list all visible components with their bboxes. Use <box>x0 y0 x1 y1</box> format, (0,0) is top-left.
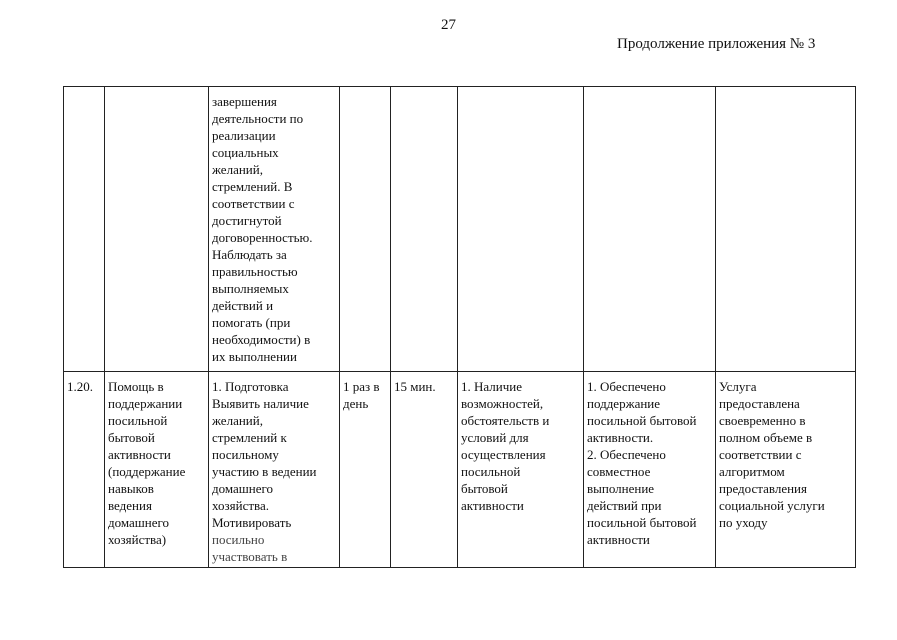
cell-result <box>584 372 716 568</box>
text-line: домашнего <box>108 515 170 530</box>
cell-duration <box>391 87 458 372</box>
text-line: выполнение <box>587 481 655 496</box>
cell-number <box>64 372 105 568</box>
text-line: по уходу <box>719 515 768 530</box>
text-line: Услуга <box>719 379 757 394</box>
text-line: 1 раз в <box>343 379 380 394</box>
text-line: посильной бытовой <box>587 515 697 530</box>
text-line: посильно <box>212 532 265 547</box>
text-line: навыков <box>108 481 154 496</box>
text-line: участию в ведении <box>212 464 317 479</box>
text-line: стремлений к <box>212 430 287 445</box>
text-line: алгоритмом <box>719 464 785 479</box>
text-line: желаний, <box>212 162 263 177</box>
text-line: соответствии с <box>212 196 295 211</box>
text-line: полном объеме в <box>719 430 813 445</box>
text-line: предоставлена <box>719 396 800 411</box>
text-line: осуществления <box>461 447 546 462</box>
text-line: их выполнении <box>212 349 297 364</box>
cell-description <box>209 372 340 568</box>
text-line: реализации <box>212 128 276 143</box>
text-line: стремлений. В <box>212 179 293 194</box>
text-line: хозяйства. <box>212 498 270 513</box>
text-line: соответствии с <box>719 447 802 462</box>
continuation-caption: Продолжение приложения № 3 <box>617 36 816 52</box>
text-line: посильной <box>461 464 521 479</box>
text-line: 1. Наличие <box>461 379 522 394</box>
text-line: посильной бытовой <box>587 413 697 428</box>
page-number: 27 <box>441 17 456 33</box>
cell-description <box>209 87 340 372</box>
text-line: бытовой <box>108 430 155 445</box>
text-line: действий и <box>212 298 274 313</box>
text-line: участвовать в <box>212 549 288 564</box>
text-line: совместное <box>587 464 651 479</box>
text-line: выполняемых <box>212 281 289 296</box>
text-line: 2. Обеспечено <box>587 447 666 462</box>
cell-number <box>64 87 105 372</box>
text-line: активности <box>108 447 171 462</box>
text-line: необходимости) в <box>212 332 311 347</box>
table-row <box>64 87 856 372</box>
cell-frequency <box>340 372 391 568</box>
text-line: Наблюдать за <box>212 247 287 262</box>
text-line: (поддержание <box>108 464 186 479</box>
text-line: активности <box>587 532 650 547</box>
text-line: правильностью <box>212 264 298 279</box>
text-line: предоставления <box>719 481 807 496</box>
text-line: условий для <box>461 430 529 445</box>
text-line: 1. Подготовка <box>212 379 289 394</box>
cell-result <box>584 87 716 372</box>
text-line: договоренностью. <box>212 230 313 245</box>
text-line: обстоятельств и <box>461 413 550 428</box>
duration-text: 15 мин. <box>394 379 436 394</box>
text-line: своевременно в <box>719 413 806 428</box>
cell-service-name <box>105 372 209 568</box>
cell-conditions <box>458 372 584 568</box>
text-line: хозяйства) <box>108 532 167 547</box>
cell-service-name <box>105 87 209 372</box>
text-line: желаний, <box>212 413 263 428</box>
table-row <box>64 372 856 568</box>
text-line: помогать (при <box>212 315 291 330</box>
text-line: день <box>343 396 369 411</box>
cell-evaluation <box>716 87 856 372</box>
text-line: завершения <box>212 94 277 109</box>
text-line: бытовой <box>461 481 508 496</box>
text-line: посильной <box>108 413 168 428</box>
text-line: поддержание <box>587 396 661 411</box>
text-line: социальной услуги <box>719 498 825 513</box>
text-line: деятельности по <box>212 111 304 126</box>
text-line: Мотивировать <box>212 515 292 530</box>
text-line: 1. Обеспечено <box>587 379 666 394</box>
text-line: ведения <box>108 498 152 513</box>
cell-conditions <box>458 87 584 372</box>
cell-duration <box>391 372 458 568</box>
text-line: Выявить наличие <box>212 396 309 411</box>
cell-frequency <box>340 87 391 372</box>
cell-evaluation <box>716 372 856 568</box>
text-line: Помощь в <box>108 379 164 394</box>
row-number: 1.20. <box>67 379 93 394</box>
text-line: социальных <box>212 145 279 160</box>
text-line: активности <box>461 498 524 513</box>
text-line: активности. <box>587 430 654 445</box>
text-line: поддержании <box>108 396 183 411</box>
text-line: домашнего <box>212 481 274 496</box>
text-line: посильному <box>212 447 279 462</box>
text-line: достигнутой <box>212 213 282 228</box>
services-table <box>63 86 856 568</box>
text-line: действий при <box>587 498 662 513</box>
text-line: возможностей, <box>461 396 544 411</box>
